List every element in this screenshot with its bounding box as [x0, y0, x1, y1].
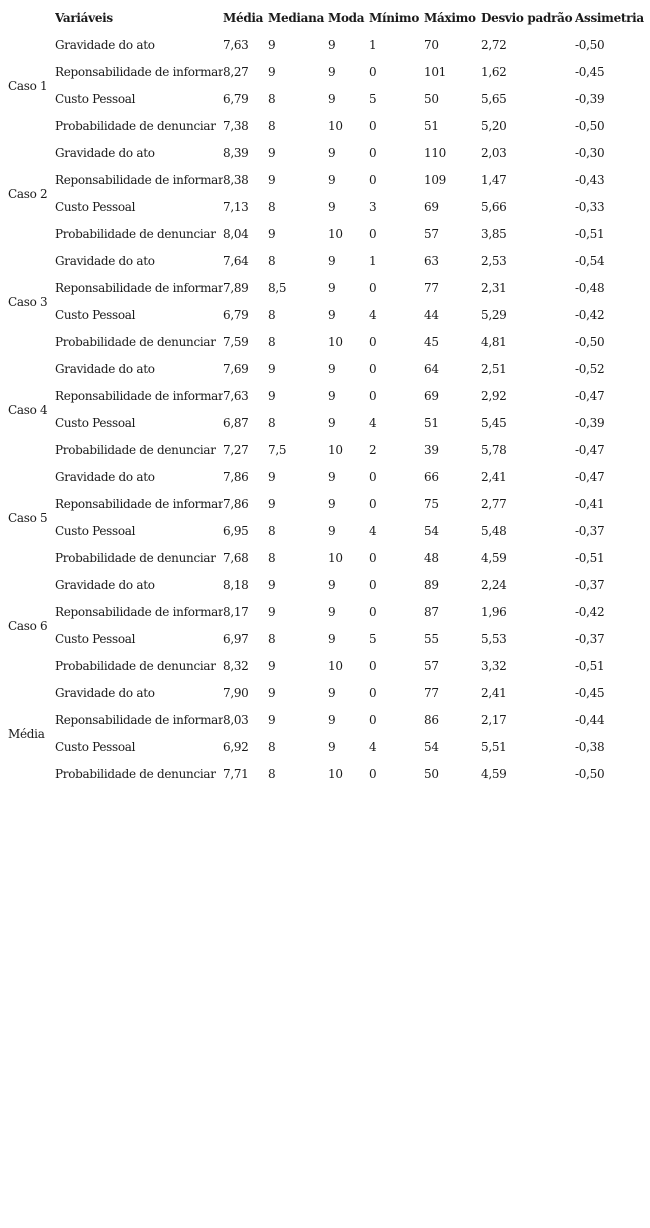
- cell-moda: 9: [328, 416, 336, 430]
- cell-variable: Probabilidade de denunciar: [55, 227, 216, 241]
- cell-variable: Custo Pessoal: [55, 200, 136, 214]
- cell-maximo: 77: [424, 281, 439, 295]
- cell-media: 8,32: [223, 659, 249, 673]
- cell-mediana: 9: [268, 146, 276, 160]
- cell-media: 6,79: [223, 308, 249, 322]
- cell-mediana: 9: [268, 389, 276, 403]
- cell-minimo: 3: [369, 200, 377, 214]
- cell-assimetria: -0,50: [575, 335, 605, 349]
- table-row: [0, 626, 650, 653]
- cell-media: 8,27: [223, 65, 249, 79]
- cell-media: 6,95: [223, 524, 249, 538]
- cell-desvio-padrao: 2,51: [481, 362, 507, 376]
- cell-variable: Probabilidade de denunciar: [55, 119, 216, 133]
- cell-variable: Reponsabilidade de informar: [55, 605, 223, 619]
- cell-media: 7,86: [223, 470, 249, 484]
- cell-desvio-padrao: 2,24: [481, 578, 507, 592]
- case-label: Caso 4: [8, 402, 48, 417]
- cell-moda: 9: [328, 173, 336, 187]
- cell-desvio-padrao: 2,31: [481, 281, 507, 295]
- cell-minimo: 0: [369, 659, 377, 673]
- cell-desvio-padrao: 4,81: [481, 335, 507, 349]
- table-header-row: [0, 4, 650, 32]
- cell-desvio-padrao: 5,66: [481, 200, 507, 214]
- cell-assimetria: -0,47: [575, 389, 605, 403]
- cell-variable: Gravidade do ato: [55, 146, 155, 160]
- cell-moda: 10: [328, 227, 343, 241]
- cell-mediana: 8: [268, 740, 276, 754]
- table-row: [0, 491, 650, 518]
- cell-minimo: 0: [369, 497, 377, 511]
- cell-media: 6,92: [223, 740, 249, 754]
- cell-assimetria: -0,48: [575, 281, 605, 295]
- cell-mediana: 8: [268, 308, 276, 322]
- cell-assimetria: -0,54: [575, 254, 605, 268]
- cell-mediana: 9: [268, 227, 276, 241]
- cell-variable: Reponsabilidade de informar: [55, 173, 223, 187]
- cell-moda: 10: [328, 443, 343, 457]
- cell-maximo: 48: [424, 551, 439, 565]
- cell-minimo: 4: [369, 416, 377, 430]
- cell-desvio-padrao: 3,32: [481, 659, 507, 673]
- table-row: [0, 32, 650, 59]
- cell-mediana: 9: [268, 605, 276, 619]
- cell-media: 7,69: [223, 362, 249, 376]
- cell-minimo: 1: [369, 38, 377, 52]
- cell-variable: Reponsabilidade de informar: [55, 65, 223, 79]
- cell-moda: 9: [328, 254, 336, 268]
- cell-assimetria: -0,41: [575, 497, 605, 511]
- table-row: [0, 86, 650, 113]
- cell-media: 7,63: [223, 38, 249, 52]
- cell-minimo: 4: [369, 308, 377, 322]
- cell-media: 7,86: [223, 497, 249, 511]
- table-body: [0, 32, 650, 788]
- cell-mediana: 9: [268, 362, 276, 376]
- cell-assimetria: -0,42: [575, 308, 605, 322]
- table-row: [0, 572, 650, 599]
- cell-minimo: 0: [369, 335, 377, 349]
- cell-minimo: 0: [369, 227, 377, 241]
- cell-maximo: 50: [424, 92, 439, 106]
- cell-media: 7,38: [223, 119, 249, 133]
- cell-assimetria: -0,47: [575, 443, 605, 457]
- cell-moda: 9: [328, 713, 336, 727]
- cell-maximo: 86: [424, 713, 439, 727]
- cell-mediana: 8: [268, 551, 276, 565]
- cell-media: 6,97: [223, 632, 249, 646]
- cell-desvio-padrao: 2,53: [481, 254, 507, 268]
- cell-mediana: 8: [268, 632, 276, 646]
- cell-variable: Custo Pessoal: [55, 524, 136, 538]
- cell-media: 7,27: [223, 443, 249, 457]
- cell-moda: 10: [328, 119, 343, 133]
- cell-assimetria: -0,47: [575, 470, 605, 484]
- cell-maximo: 87: [424, 605, 439, 619]
- cell-media: 8,18: [223, 578, 249, 592]
- cell-assimetria: -0,37: [575, 578, 605, 592]
- case-label: Caso 3: [8, 294, 48, 309]
- cell-minimo: 0: [369, 362, 377, 376]
- cell-assimetria: -0,37: [575, 524, 605, 538]
- cell-minimo: 0: [369, 767, 377, 781]
- cell-maximo: 69: [424, 389, 439, 403]
- cell-maximo: 50: [424, 767, 439, 781]
- cell-variable: Custo Pessoal: [55, 92, 136, 106]
- cell-mediana: 7,5: [268, 443, 287, 457]
- cell-maximo: 110: [424, 146, 447, 160]
- cell-desvio-padrao: 2,41: [481, 686, 507, 700]
- cell-minimo: 1: [369, 254, 377, 268]
- case-label: Caso 6: [8, 618, 48, 633]
- cell-minimo: 2: [369, 443, 377, 457]
- cell-minimo: 0: [369, 281, 377, 295]
- cell-maximo: 64: [424, 362, 439, 376]
- header-media: Média: [223, 11, 264, 25]
- cell-mediana: 8: [268, 254, 276, 268]
- cell-maximo: 70: [424, 38, 439, 52]
- table-row: [0, 59, 650, 86]
- statistics-table: [0, 4, 650, 788]
- table-row: [0, 194, 650, 221]
- cell-assimetria: -0,51: [575, 659, 605, 673]
- cell-minimo: 0: [369, 389, 377, 403]
- cell-maximo: 77: [424, 686, 439, 700]
- cell-moda: 10: [328, 659, 343, 673]
- cell-assimetria: -0,45: [575, 65, 605, 79]
- cell-minimo: 0: [369, 551, 377, 565]
- header-minimo: Mínimo: [369, 11, 420, 25]
- cell-moda: 9: [328, 65, 336, 79]
- cell-media: 8,38: [223, 173, 249, 187]
- cell-variable: Gravidade do ato: [55, 362, 155, 376]
- cell-media: 7,68: [223, 551, 249, 565]
- cell-desvio-padrao: 5,20: [481, 119, 507, 133]
- cell-moda: 10: [328, 335, 343, 349]
- cell-desvio-padrao: 4,59: [481, 551, 507, 565]
- cell-desvio-padrao: 2,17: [481, 713, 507, 727]
- cell-maximo: 109: [424, 173, 447, 187]
- case-label: Média: [8, 726, 45, 741]
- cell-mediana: 8: [268, 200, 276, 214]
- cell-maximo: 44: [424, 308, 439, 322]
- cell-assimetria: -0,42: [575, 605, 605, 619]
- table-row: [0, 437, 650, 464]
- cell-assimetria: -0,38: [575, 740, 605, 754]
- header-case: [0, 4, 55, 32]
- cell-media: 7,89: [223, 281, 249, 295]
- cell-maximo: 55: [424, 632, 439, 646]
- cell-mediana: 8: [268, 92, 276, 106]
- cell-moda: 9: [328, 686, 336, 700]
- cell-desvio-padrao: 1,96: [481, 605, 507, 619]
- cell-mediana: 9: [268, 65, 276, 79]
- header-variaveis: Variáveis: [55, 11, 113, 25]
- cell-minimo: 0: [369, 713, 377, 727]
- cell-assimetria: -0,50: [575, 38, 605, 52]
- cell-assimetria: -0,50: [575, 767, 605, 781]
- table-row: [0, 248, 650, 275]
- cell-variable: Gravidade do ato: [55, 686, 155, 700]
- cell-moda: 9: [328, 605, 336, 619]
- cell-minimo: 0: [369, 65, 377, 79]
- cell-mediana: 9: [268, 470, 276, 484]
- cell-maximo: 57: [424, 227, 439, 241]
- cell-media: 7,13: [223, 200, 249, 214]
- cell-variable: Reponsabilidade de informar: [55, 389, 223, 403]
- cell-moda: 9: [328, 740, 336, 754]
- table-row: [0, 356, 650, 383]
- cell-variable: Gravidade do ato: [55, 38, 155, 52]
- cell-variable: Custo Pessoal: [55, 740, 136, 754]
- header-desvio-padrao: Desvio padrão: [481, 11, 573, 25]
- cell-variable: Probabilidade de denunciar: [55, 551, 216, 565]
- cell-maximo: 39: [424, 443, 439, 457]
- cell-mediana: 8: [268, 335, 276, 349]
- cell-assimetria: -0,39: [575, 92, 605, 106]
- cell-maximo: 57: [424, 659, 439, 673]
- cell-media: 7,71: [223, 767, 249, 781]
- cell-minimo: 4: [369, 740, 377, 754]
- cell-desvio-padrao: 5,29: [481, 308, 507, 322]
- table-row: [0, 545, 650, 572]
- table-row: [0, 275, 650, 302]
- cell-desvio-padrao: 1,62: [481, 65, 507, 79]
- cell-minimo: 4: [369, 524, 377, 538]
- table-row: [0, 734, 650, 761]
- cell-maximo: 51: [424, 119, 439, 133]
- cell-desvio-padrao: 2,72: [481, 38, 507, 52]
- cell-mediana: 9: [268, 38, 276, 52]
- cell-variable: Probabilidade de denunciar: [55, 335, 216, 349]
- cell-media: 6,79: [223, 92, 249, 106]
- cell-mediana: 9: [268, 686, 276, 700]
- cell-minimo: 5: [369, 92, 377, 106]
- cell-desvio-padrao: 5,48: [481, 524, 507, 538]
- cell-desvio-padrao: 2,03: [481, 146, 507, 160]
- cell-mediana: 9: [268, 578, 276, 592]
- cell-desvio-padrao: 2,77: [481, 497, 507, 511]
- cell-moda: 9: [328, 497, 336, 511]
- cell-moda: 9: [328, 632, 336, 646]
- header-mediana: Mediana: [268, 11, 325, 25]
- cell-mediana: 8: [268, 767, 276, 781]
- cell-media: 7,59: [223, 335, 249, 349]
- cell-assimetria: -0,45: [575, 686, 605, 700]
- table-row: [0, 464, 650, 491]
- cell-variable: Reponsabilidade de informar: [55, 713, 223, 727]
- cell-variable: Gravidade do ato: [55, 254, 155, 268]
- cell-moda: 9: [328, 38, 336, 52]
- cell-assimetria: -0,51: [575, 551, 605, 565]
- cell-variable: Custo Pessoal: [55, 632, 136, 646]
- cell-mediana: 9: [268, 713, 276, 727]
- cell-moda: 9: [328, 470, 336, 484]
- cell-variable: Probabilidade de denunciar: [55, 767, 216, 781]
- cell-variable: Custo Pessoal: [55, 416, 136, 430]
- table-row: [0, 113, 650, 140]
- cell-minimo: 0: [369, 173, 377, 187]
- table-row: [0, 221, 650, 248]
- table-row: [0, 329, 650, 356]
- cell-assimetria: -0,37: [575, 632, 605, 646]
- cell-variable: Gravidade do ato: [55, 578, 155, 592]
- table-row: [0, 761, 650, 788]
- cell-maximo: 54: [424, 740, 439, 754]
- cell-assimetria: -0,30: [575, 146, 605, 160]
- table-row: [0, 383, 650, 410]
- cell-mediana: 8: [268, 524, 276, 538]
- cell-maximo: 69: [424, 200, 439, 214]
- header-maximo: Máximo: [424, 11, 476, 25]
- cell-mediana: 9: [268, 497, 276, 511]
- cell-variable: Gravidade do ato: [55, 470, 155, 484]
- cell-variable: Reponsabilidade de informar: [55, 281, 223, 295]
- cell-maximo: 63: [424, 254, 439, 268]
- table-row: [0, 410, 650, 437]
- table-row: [0, 518, 650, 545]
- cell-variable: Probabilidade de denunciar: [55, 443, 216, 457]
- cell-media: 7,63: [223, 389, 249, 403]
- cell-mediana: 9: [268, 173, 276, 187]
- cell-moda: 9: [328, 308, 336, 322]
- cell-desvio-padrao: 2,92: [481, 389, 507, 403]
- cell-assimetria: -0,52: [575, 362, 605, 376]
- cell-desvio-padrao: 5,51: [481, 740, 507, 754]
- cell-mediana: 8,5: [268, 281, 287, 295]
- cell-media: 8,39: [223, 146, 249, 160]
- cell-moda: 9: [328, 146, 336, 160]
- cell-moda: 9: [328, 200, 336, 214]
- cell-desvio-padrao: 5,53: [481, 632, 507, 646]
- cell-assimetria: -0,39: [575, 416, 605, 430]
- cell-minimo: 5: [369, 632, 377, 646]
- cell-maximo: 101: [424, 65, 447, 79]
- cell-media: 8,03: [223, 713, 249, 727]
- cell-media: 7,64: [223, 254, 249, 268]
- cell-minimo: 0: [369, 119, 377, 133]
- cell-maximo: 54: [424, 524, 439, 538]
- cell-maximo: 51: [424, 416, 439, 430]
- cell-desvio-padrao: 5,78: [481, 443, 507, 457]
- cell-variable: Custo Pessoal: [55, 308, 136, 322]
- cell-mediana: 8: [268, 416, 276, 430]
- cell-assimetria: -0,44: [575, 713, 605, 727]
- table-row: [0, 653, 650, 680]
- cell-assimetria: -0,43: [575, 173, 605, 187]
- case-label: Caso 2: [8, 186, 48, 201]
- cell-moda: 9: [328, 578, 336, 592]
- header-assimetria: Assimetria: [575, 11, 644, 25]
- cell-desvio-padrao: 5,45: [481, 416, 507, 430]
- table-row: [0, 707, 650, 734]
- cell-desvio-padrao: 2,41: [481, 470, 507, 484]
- cell-moda: 10: [328, 767, 343, 781]
- header-moda: Moda: [328, 11, 365, 25]
- cell-media: 8,04: [223, 227, 249, 241]
- cell-moda: 9: [328, 281, 336, 295]
- cell-moda: 10: [328, 551, 343, 565]
- cell-media: 8,17: [223, 605, 249, 619]
- cell-moda: 9: [328, 524, 336, 538]
- cell-minimo: 0: [369, 470, 377, 484]
- table-row: [0, 140, 650, 167]
- cell-moda: 9: [328, 92, 336, 106]
- cell-desvio-padrao: 4,59: [481, 767, 507, 781]
- cell-desvio-padrao: 3,85: [481, 227, 507, 241]
- cell-maximo: 89: [424, 578, 439, 592]
- cell-variable: Reponsabilidade de informar: [55, 497, 223, 511]
- cell-media: 6,87: [223, 416, 249, 430]
- case-label: Caso 1: [8, 78, 48, 93]
- cell-minimo: 0: [369, 578, 377, 592]
- cell-media: 7,90: [223, 686, 249, 700]
- cell-maximo: 75: [424, 497, 439, 511]
- cell-assimetria: -0,33: [575, 200, 605, 214]
- table-row: [0, 167, 650, 194]
- cell-moda: 9: [328, 389, 336, 403]
- cell-desvio-padrao: 1,47: [481, 173, 507, 187]
- cell-minimo: 0: [369, 686, 377, 700]
- cell-assimetria: -0,50: [575, 119, 605, 133]
- cell-maximo: 45: [424, 335, 439, 349]
- cell-mediana: 9: [268, 659, 276, 673]
- cell-assimetria: -0,51: [575, 227, 605, 241]
- cell-variable: Probabilidade de denunciar: [55, 659, 216, 673]
- cell-minimo: 0: [369, 146, 377, 160]
- cell-maximo: 66: [424, 470, 439, 484]
- table-row: [0, 680, 650, 707]
- cell-moda: 9: [328, 362, 336, 376]
- table-row: [0, 599, 650, 626]
- table-row: [0, 302, 650, 329]
- cell-desvio-padrao: 5,65: [481, 92, 507, 106]
- case-label: Caso 5: [8, 510, 48, 525]
- cell-minimo: 0: [369, 605, 377, 619]
- cell-mediana: 8: [268, 119, 276, 133]
